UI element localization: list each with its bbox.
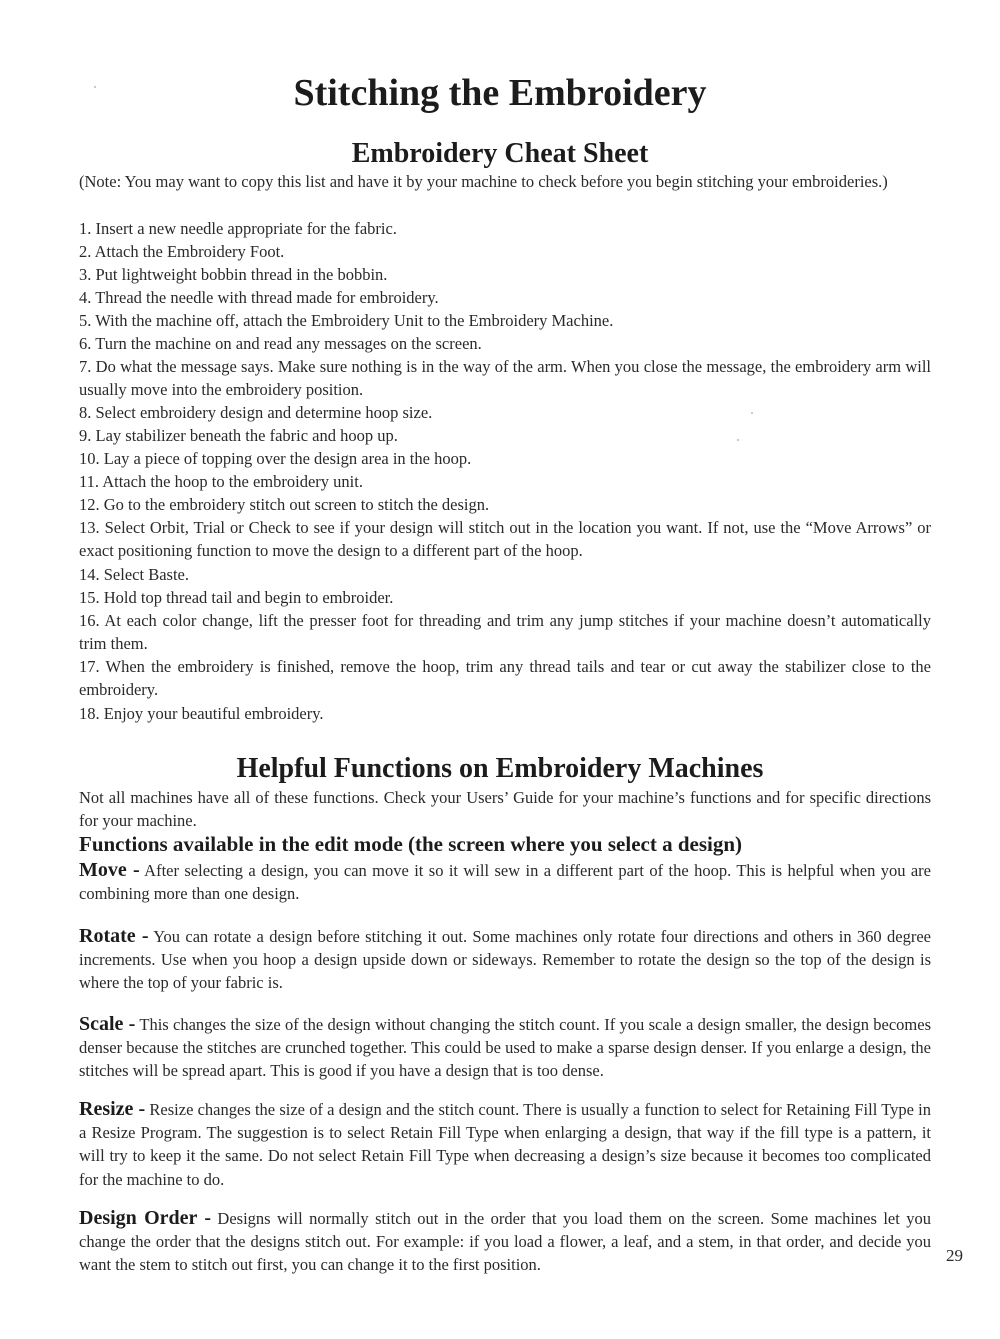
helpful-intro: Not all machines have all of these functions. Check your Users’ Guide for your machine’s functions and for specific directions for your machine.: [79, 788, 931, 831]
list-item: 9. Lay stabilizer beneath the fabric and hoop up.: [79, 426, 398, 445]
list-item: 15. Hold top thread tail and begin to embroider.: [79, 588, 394, 607]
list-item: 13. Select Orbit, Trial or Check to see if your design will stitch out in the location you want. If not, use the “Move Arrows” or exact positioning function to move the design to a different part of the hoop.: [79, 518, 931, 561]
helpful-functions-heading: Helpful Functions on Embroidery Machines: [236, 753, 764, 784]
page-title: Stitching the Embroidery: [293, 72, 707, 114]
function-resize: [79, 1098, 931, 1191]
paper-speck: [751, 412, 753, 414]
list-item: 12. Go to the embroidery stitch out screen to stitch the design.: [79, 495, 490, 514]
cheat-sheet-note: (Note: You may want to copy this list and have it by your machine to check before you begin stitching your embroideries.): [79, 172, 888, 191]
list-item: 14. Select Baste.: [79, 565, 189, 584]
list-item: 16. At each color change, lift the presser foot for threading and trim any jump stitches if your machine doesn’t automatically trim them.: [79, 611, 931, 654]
function-term: Design Order -: [79, 1207, 211, 1229]
list-item: 7. Do what the message says. Make sure nothing is in the way of the arm. When you close the message, the embroidery arm will usually move into the embroidery position.: [79, 357, 931, 400]
function-description: Designs will normally stitch out in the order that you load them on the screen. Some machines let you change the order that the designs stitch out. For example: if you load a flower, a leaf, and a stem, in that order, and decide you want the stem to stitch out first, you can change it to the first position.: [79, 1209, 931, 1275]
list-item: 2. Attach the Embroidery Foot.: [79, 242, 285, 261]
function-description: After selecting a design, you can move it so it will sew in a different part of the hoop. This is helpful when you are combining more than one design.: [79, 861, 931, 904]
function-rotate: [79, 925, 931, 995]
function-term: Rotate -: [79, 925, 149, 947]
function-description: This changes the size of the design without changing the stitch count. If you scale a design smaller, the design becomes denser because the stitches are crunched together. This could be used to make a sparse design denser. If you enlarge a design, the stitches will be spread apart. This is good if you have a design that is too dense.: [79, 1015, 932, 1081]
function-term: Move -: [79, 859, 140, 881]
function-term: Scale -: [79, 1013, 136, 1035]
page-number: 29: [946, 1246, 963, 1265]
function-description: You can rotate a design before stitching it out. Some machines only rotate four directions and others in 360 degree increments. Use when you hoop a design upside down or sideways. Remember to rotate the design so the top of the design is where the top of your fabric is.: [79, 927, 931, 993]
cheat-sheet-heading: Embroidery Cheat Sheet: [351, 138, 649, 169]
list-item: 17. When the embroidery is finished, remove the hoop, trim any thread tails and tear or cut away the stabilizer close to the embroidery.: [79, 657, 931, 700]
list-item: 11. Attach the hoop to the embroidery unit.: [79, 472, 363, 491]
function-move: [79, 859, 931, 905]
list-item: 4. Thread the needle with thread made for embroidery.: [79, 288, 439, 307]
list-item: 3. Put lightweight bobbin thread in the bobbin.: [79, 265, 388, 284]
paper-speck: [737, 439, 739, 441]
list-item: 5. With the machine off, attach the Embroidery Unit to the Embroidery Machine.: [79, 311, 614, 330]
list-item: 8. Select embroidery design and determine hoop size.: [79, 403, 433, 422]
edit-mode-subheading: Functions available in the edit mode (the screen where you select a design): [79, 832, 743, 856]
function-description: Resize changes the size of a design and the stitch count. There is usually a function to select for Retaining Fill Type in a Resize Program. The suggestion is to select Retain Fill Type when enlarging a design, that way if the fill type is a pattern, it will try to keep it the same. Do not select Retain Fill Type when decreasing a design’s size because it becomes too complicated for the machine to do.: [79, 1100, 932, 1189]
list-item: 6. Turn the machine on and read any messages on the screen.: [79, 334, 482, 353]
function-term: Resize -: [79, 1098, 146, 1120]
list-item: 18. Enjoy your beautiful embroidery.: [79, 704, 324, 723]
paper-speck: [94, 86, 96, 88]
function-design-order: [79, 1207, 931, 1277]
function-scale: [79, 1013, 931, 1083]
list-item: 1. Insert a new needle appropriate for the fabric.: [79, 219, 397, 238]
list-item: 10. Lay a piece of topping over the design area in the hoop.: [79, 449, 472, 468]
